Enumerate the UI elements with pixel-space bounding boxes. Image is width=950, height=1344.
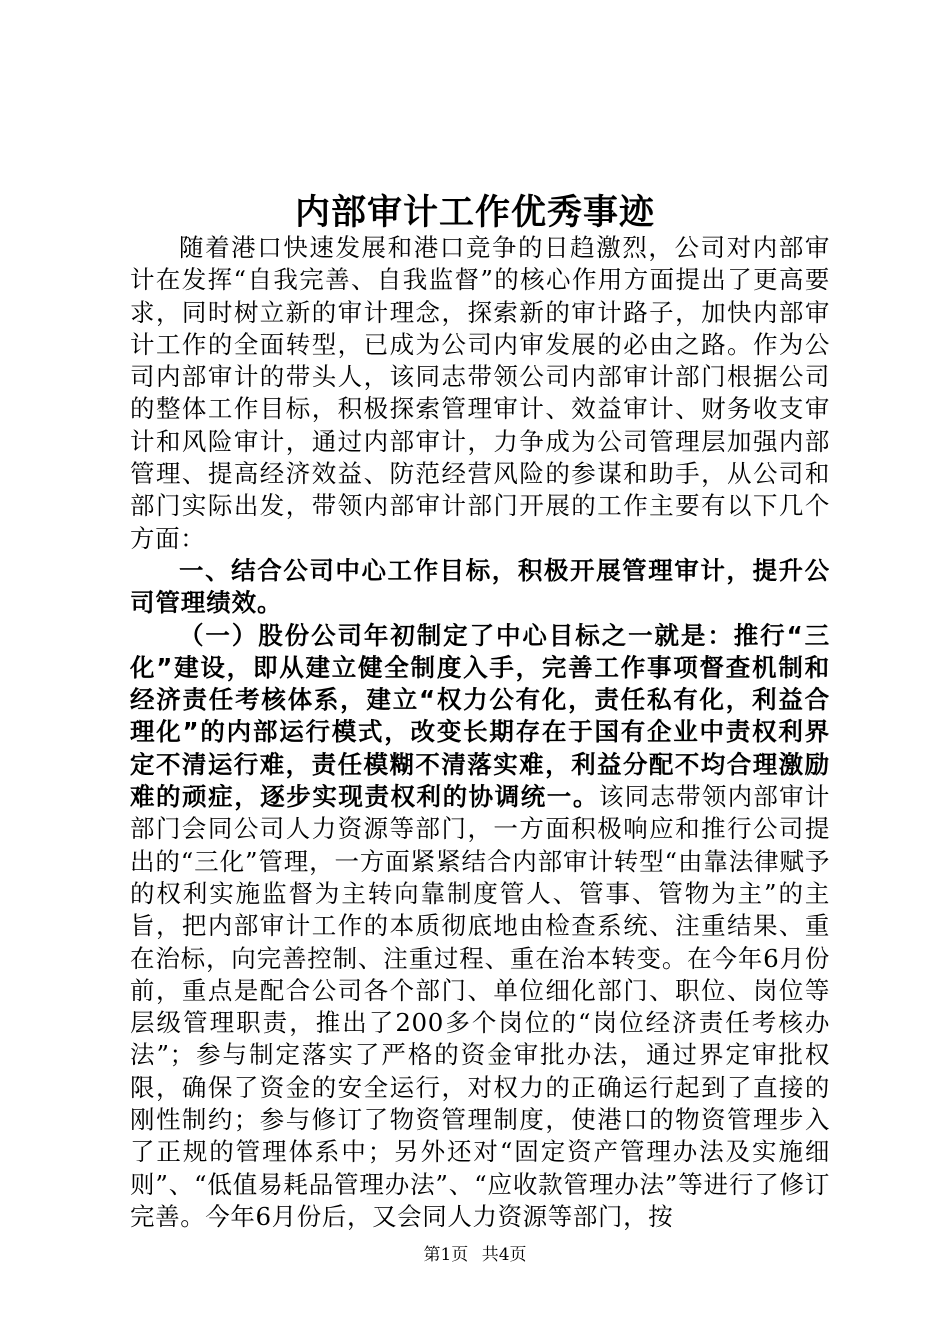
page-number: 第1页: [423, 1245, 469, 1265]
paragraph-bold-lead: （一）股份公司年初制定了中心目标之一就是：推行“三化”建设，即从建立健全制度入手，完善工作事项督查机制和经济责任考核体系，建立“权力公有化，责任私有化，利益合理化”的内部运行模式，改变长期存在于国有企业中责权利界定不清运行难，责任模糊不清落实难，利益分配不均合理激励难的顽症，逐步实现责权利的协调统一。: [130, 620, 830, 812]
paragraph-section-1: [130, 620, 830, 1234]
paragraph-body-text: 该同志带领内部审计部门会同公司人力资源等部门，一方面积极响应和推行公司提出的“三化”管理，一方面紧紧结合内部审计转型“由靠法律赋予的权利实施监督为主转向靠制度管人、管事、管物为主”的主旨，把内部审计工作的本质彻底地由检查系统、注重结果、重在治标，向完善控制、注重过程、重在治本转变。在今年6月份前，重点是配合公司各个部门、单位细化部门、职位、岗位等层级管理职责，推出了200多个岗位的“岗位经济责任考核办法”；参与制定落实了严格的资金审批办法，通过界定审批权限，确保了资金的安全运行，对权力的正确运行起到了直接的刚性制约；参与修订了物资管理制度，使港口的物资管理步入了正规的管理体系中；另外还对“固定资产管理办法及实施细则”、“低值易耗品管理办法”、“应收款管理办法”等进行了修订完善。今年6月份后，又会同人力资源等部门，按: [130, 782, 831, 1231]
document-body: [130, 232, 830, 1233]
paragraph-intro: 随着港口快速发展和港口竞争的日趋激烈，公司对内部审计在发挥“自我完善、自我监督”的核心作用方面提出了更高要求，同时树立新的审计理念，探索新的审计路子，加快内部审计工作的全面转型，已成为公司内审发展的必由之路。作为公司内部审计的带头人，该同志带领公司内部审计部门根据公司的整体工作目标，积极探索管理审计、效益审计、财务收支审计和风险审计，通过内部审计，力争成为公司管理层加强内部管理、提高经济效益、防范经营风险的参谋和助手，从公司和部门实际出发，带领内部审计部门开展的工作主要有以下几个方面：: [130, 233, 830, 553]
page-total: 共4页: [481, 1245, 527, 1265]
document-title: 内部审计工作优秀事迹: [294, 192, 655, 233]
page-footer: [0, 1240, 950, 1265]
section-heading: 一、结合公司中心工作目标，积极开展管理审计，提升公司管理绩效。: [130, 555, 830, 618]
